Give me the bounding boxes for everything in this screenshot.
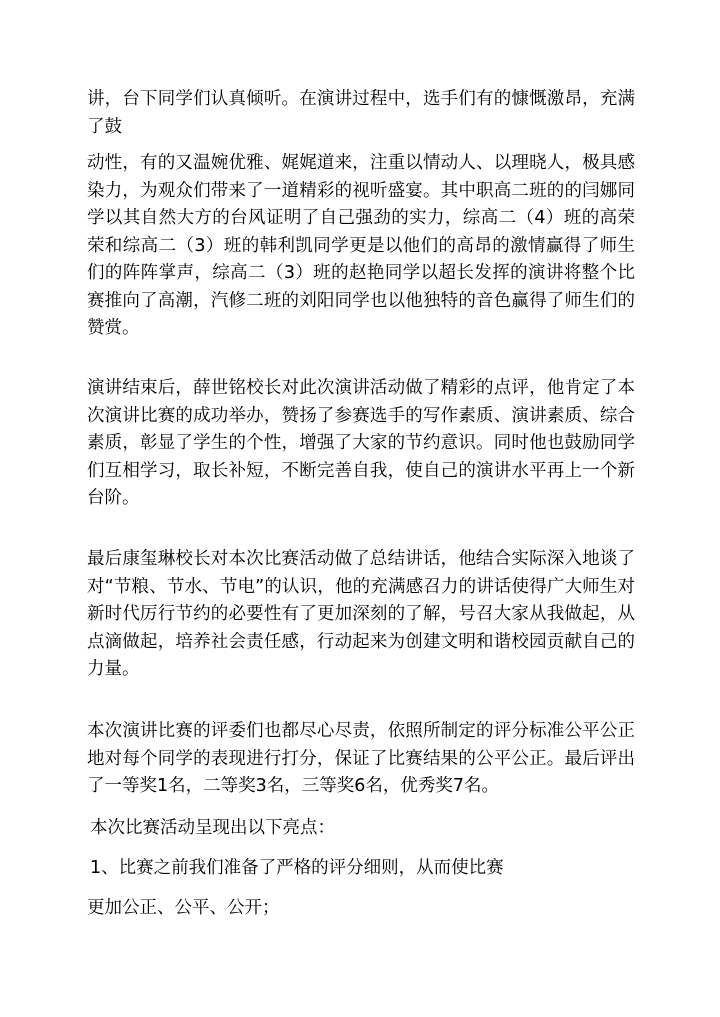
paragraph-contestant-performance: 动性，有的又温婉优雅、娓娓道来，注重以情动人、以理晓人，极具感染力，为观众们带来了一道精彩的视听盛宴。其中职高二班的的闫娜同学以其自然大方的台风证明了自己强劲的实力，综高二（4）班的高荣荣和综高二（3）班的韩利凯同学更是以他们的高昂的激情赢得了师生们的阵阵掌声，综高二（3）班的赵艳同学以超长发挥的演讲将整个比赛推向了高潮，汽修二班的刘阳同学也以他独特的音色赢得了师生们的赞赏。 — [87, 153, 635, 338]
paragraph-speech-process: 讲，台下同学们认真倾听。在演讲过程中，选手们有的慷慨激昂，充满了鼓 — [87, 89, 635, 137]
paragraph-highlight-1-continued: 更加公正、公平、公开； — [87, 898, 280, 918]
paragraph-judging-results: 本次演讲比赛的评委们也都尽心尽责，依照所制定的评分标准公平公正地对每个同学的表现进行打分，保证了比赛结果的公平公正。最后评出了一等奖1名，二等奖3名，三等奖6名，优秀奖7名。 — [87, 721, 635, 796]
paragraph-principal-comment: 演讲结束后，薛世铭校长对此次演讲活动做了精彩的点评，他肯定了本次演讲比赛的成功举办，赞扬了参赛选手的写作素质、演讲素质、综合素质，彰显了学生的个性，增强了大家的节约意识。同时他也鼓励同学们互相学习，取长补短，不断完善自我，使自己的演讲水平再上一个新台阶。 — [87, 378, 635, 508]
paragraph-closing-speech: 最后康玺琳校长对本次比赛活动做了总结讲话，他结合实际深入地谈了对“节粮、节水、节电”的认识，他的充满感召力的讲话使得广大师生对新时代厉行节约的必要性有了更加深刻的了解，号召大家从我做起，从点滴做起，培养社会责任感，行动起来为创建文明和谐校园贡献自己的力量。 — [87, 549, 635, 679]
paragraph-highlight-1: 1、比赛之前我们准备了严格的评分细则，从而使比赛 — [90, 858, 504, 878]
paragraph-highlights-intro: 本次比赛活动呈现出以下亮点： — [90, 818, 335, 838]
